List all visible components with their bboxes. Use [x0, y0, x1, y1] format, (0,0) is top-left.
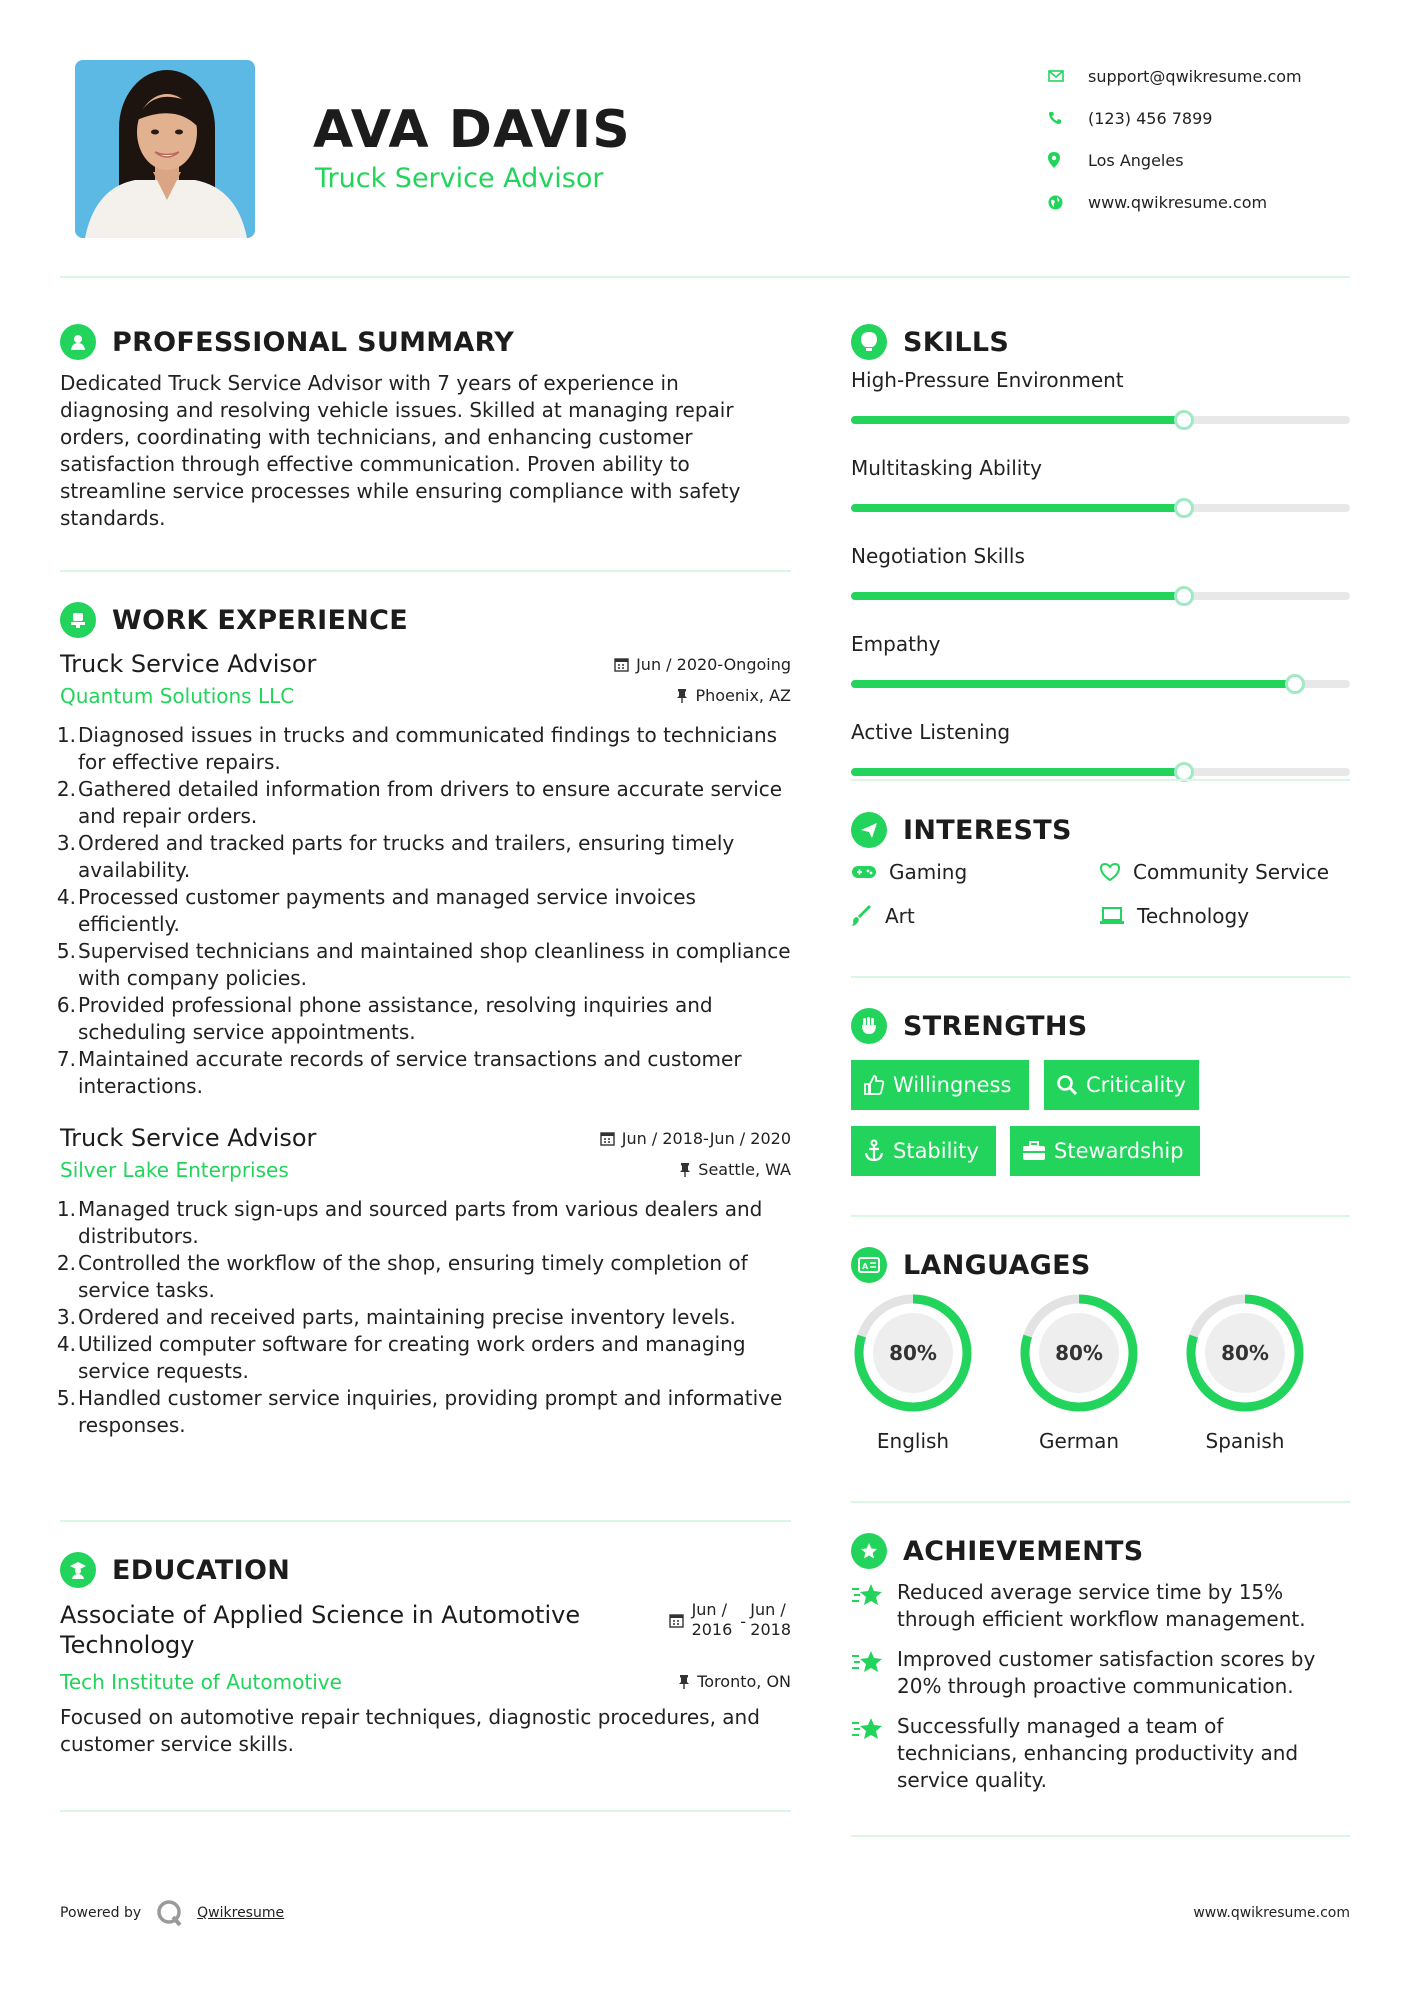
strength-chip-criticality: Criticality [1044, 1060, 1199, 1110]
contact-email[interactable] [1048, 55, 1302, 97]
pushpin-icon [676, 688, 688, 703]
paintbrush-icon [851, 905, 873, 927]
experience-divider [60, 1520, 791, 1522]
interest-technology: Technology [1099, 904, 1249, 928]
job-entry [56, 650, 791, 1100]
contact-phone-text: (123) 456 7899 [1088, 108, 1213, 128]
school-location: Toronto, ON [678, 1672, 791, 1691]
education-description: Focused on automotive repair techniques, diagnostic procedures, and customer service skills. [60, 1705, 760, 1756]
skills-heading [851, 324, 1350, 360]
skills-heading-text: SKILLS [903, 326, 1010, 358]
language-item [1017, 1291, 1141, 1453]
skill-bar-fill [851, 680, 1295, 688]
candidate-name: AVA DAVIS [313, 100, 631, 160]
achievements-heading-text: ACHIEVEMENTS [903, 1535, 1144, 1567]
star-badge-icon [851, 1533, 887, 1569]
summary-section [60, 324, 791, 532]
skills-divider [851, 779, 1350, 781]
job-role: Truck Service Advisor [60, 650, 317, 678]
education-heading [60, 1552, 791, 1588]
user-icon [60, 324, 96, 360]
strength-chip-stewardship: Stewardship [1010, 1126, 1200, 1176]
list-item: 5. Handled customer service inquiries, providing prompt and informative responses. [56, 1386, 783, 1437]
job-dates-text: Jun / 2020-Ongoing [636, 655, 791, 674]
language-name: German [1038, 1429, 1120, 1453]
interest-community-service: Community Service [1099, 860, 1329, 884]
search-icon [1056, 1074, 1078, 1096]
list-item: 1. Diagnosed issues in trucks and communicated findings to technicians for effective repairs. [56, 723, 778, 774]
list-item: 7. Maintained accurate records of service transactions and customer interactions. [56, 1047, 742, 1098]
envelope-icon [1048, 67, 1088, 85]
language-percent: 80% [1221, 1341, 1269, 1365]
footer-branding [60, 1898, 284, 1928]
summary-divider [60, 570, 791, 572]
skill-bar-fill [851, 592, 1184, 600]
strengths-heading-text: STRENGTHS [903, 1010, 1088, 1042]
language-percent: 80% [889, 1341, 937, 1365]
skill-name: Multitasking Ability [851, 456, 1042, 480]
company-name: Silver Lake Enterprises [60, 1158, 289, 1182]
job-dates-text: Jun / 2018-Jun / 2020 [621, 1129, 791, 1148]
interests-heading [851, 812, 1350, 848]
languages-divider [851, 1501, 1350, 1503]
candidate-title: Truck Service Advisor [315, 163, 604, 194]
interests-heading-text: INTERESTS [903, 814, 1072, 846]
brand-link[interactable]: Qwikresume [197, 1905, 285, 1921]
list-item: 5. Supervised technicians and maintained shop cleanliness in compliance with company policies. [56, 939, 791, 990]
list-item: 6. Provided professional phone assistance, resolving inquiries and scheduling service appointments. [56, 993, 713, 1044]
qwikresume-logo-icon [155, 1898, 185, 1928]
language-ring [1183, 1291, 1307, 1415]
skill-bar-knob [1285, 674, 1305, 694]
skill-bar [851, 416, 1350, 424]
skill-name: Negotiation Skills [851, 544, 1025, 568]
id-card-icon [851, 1247, 887, 1283]
rocket-star-icon [851, 1581, 885, 1609]
thumbs-up-icon [863, 1074, 885, 1096]
education-heading-text: EDUCATION [112, 1554, 291, 1586]
strengths-heading [851, 1008, 1350, 1044]
list-item: 2. Gathered detailed information from drivers to ensure accurate service and repair orders. [56, 777, 783, 828]
strength-chip-willingness: Willingness [851, 1060, 1029, 1110]
phone-icon [1048, 109, 1088, 127]
skill-bar-knob [1174, 498, 1194, 518]
list-item: 3. Ordered and tracked parts for trucks and trailers, ensuring timely availability. [56, 831, 735, 882]
achievement-item: Reduced average service time by 15% through efficient workflow management. [851, 1579, 1306, 1633]
language-percent: 80% [1055, 1341, 1103, 1365]
achievements-divider [851, 1835, 1350, 1837]
job-location-text: Phoenix, AZ [695, 686, 791, 705]
skill-item [851, 632, 1350, 688]
achievements-section [851, 1533, 1350, 1803]
laptop-icon [1099, 907, 1125, 925]
company-name: Quantum Solutions LLC [60, 684, 295, 708]
map-pin-icon [1048, 151, 1088, 169]
contact-website-text: www.qwikresume.com [1088, 192, 1268, 212]
skill-bar [851, 768, 1350, 776]
experience-heading [60, 602, 791, 638]
summary-heading [60, 324, 791, 360]
pushpin-icon [678, 1674, 690, 1689]
briefcase-person-icon [60, 602, 96, 638]
experience-section [56, 602, 791, 1439]
skills-list [851, 368, 1350, 776]
skill-item [851, 456, 1350, 512]
anchor-icon [863, 1139, 885, 1163]
duties-list [56, 1196, 791, 1439]
languages-heading-text: LANGUAGES [903, 1249, 1091, 1281]
job-location [679, 1160, 791, 1179]
job-location [676, 686, 791, 705]
summary-heading-text: PROFESSIONAL SUMMARY [112, 326, 515, 358]
skill-bar-fill [851, 768, 1184, 776]
calendar-icon [669, 1613, 684, 1628]
profile-photo [75, 60, 255, 238]
strength-chip-stability: Stability [851, 1126, 996, 1176]
language-item [1183, 1291, 1307, 1453]
skill-item [851, 720, 1350, 776]
list-item: 2. Controlled the workflow of the shop, ensuring timely completion of service tasks. [56, 1251, 748, 1302]
languages-heading [851, 1247, 1350, 1283]
language-item [851, 1291, 975, 1453]
skill-bar-fill [851, 504, 1184, 512]
rocket-star-icon [851, 1715, 885, 1743]
skill-bar [851, 592, 1350, 600]
powered-by-label: Powered by [60, 1905, 142, 1921]
contact-website[interactable] [1048, 181, 1302, 223]
paper-plane-icon [851, 812, 887, 848]
achievement-item: Successfully managed a team of technicians, enhancing productivity and service quality. [851, 1713, 1298, 1794]
graduate-icon [60, 1552, 96, 1588]
school-name: Tech Institute of Automotive [60, 1670, 342, 1694]
svg-text:A: A [862, 1262, 869, 1271]
job-role: Truck Service Advisor [60, 1124, 317, 1152]
fist-icon [851, 1008, 887, 1044]
list-item: 4. Utilized computer software for creating work orders and managing service requests. [56, 1332, 746, 1383]
list-item: 4. Processed customer payments and managed service invoices efficiently. [56, 885, 696, 936]
achievement-item: Improved customer satisfaction scores by 20% through proactive communication. [851, 1646, 1315, 1700]
lightbulb-icon [851, 324, 887, 360]
skills-section [851, 324, 1350, 808]
briefcase-icon [1022, 1141, 1046, 1161]
calendar-icon [600, 1131, 615, 1146]
heart-outline-icon [1099, 862, 1121, 882]
skill-bar-knob [1174, 410, 1194, 430]
interest-gaming: Gaming [851, 860, 967, 884]
contact-location [1048, 139, 1302, 181]
footer-url[interactable]: www.qwikresume.com [1193, 1905, 1350, 1921]
contact-location-text: Los Angeles [1088, 150, 1184, 170]
skill-name: Empathy [851, 632, 941, 656]
education-dates: Jun / 2016 - Jun / 2018 [669, 1600, 791, 1640]
list-item: 1. Managed truck sign-ups and sourced parts from various dealers and distributors. [56, 1197, 763, 1248]
education-section [60, 1552, 791, 1758]
skill-bar [851, 680, 1350, 688]
language-ring [1017, 1291, 1141, 1415]
job-location-text: Seattle, WA [698, 1160, 791, 1179]
job-dates [600, 1129, 791, 1148]
skill-bar-knob [1174, 586, 1194, 606]
summary-text: Dedicated Truck Service Advisor with 7 years of experience in diagnosing and resolving vehicle issues. Skilled at managing repair orders, coordinating with technicians, and enhancing customer satisfaction through effective communication. Proven ability to streamline service processes while ensuring compliance with safety standards. [60, 371, 741, 530]
skill-item [851, 544, 1350, 600]
interests-divider [851, 976, 1350, 978]
skill-name: Active Listening [851, 720, 1011, 744]
job-entry [56, 1124, 791, 1439]
degree-name: Associate of Applied Science in Automotive Technology [60, 1601, 581, 1659]
pushpin-icon [679, 1162, 691, 1177]
language-name: English [876, 1429, 950, 1453]
list-item: 3. Ordered and received parts, maintaining precise inventory levels. [56, 1305, 736, 1329]
experience-heading-text: WORK EXPERIENCE [112, 604, 408, 636]
strengths-section [851, 1008, 1350, 1178]
achievements-heading [851, 1533, 1350, 1569]
header-divider [60, 276, 1350, 278]
contact-email-text: support@qwikresume.com [1088, 66, 1302, 86]
skill-name: High-Pressure Environment [851, 368, 1124, 392]
contact-list [1048, 55, 1302, 223]
gamepad-icon [851, 864, 877, 880]
contact-phone[interactable] [1048, 97, 1302, 139]
calendar-icon [614, 657, 629, 672]
skill-item [851, 368, 1350, 424]
rocket-star-icon [851, 1648, 885, 1676]
education-divider [60, 1810, 791, 1812]
skill-bar-fill [851, 416, 1184, 424]
language-ring [851, 1291, 975, 1415]
job-dates [614, 655, 791, 674]
interests-section [851, 812, 1350, 932]
interest-art: Art [851, 904, 915, 928]
language-name: Spanish [1205, 1429, 1285, 1453]
skill-bar [851, 504, 1350, 512]
languages-section [851, 1247, 1350, 1467]
strengths-divider [851, 1215, 1350, 1217]
globe-icon [1048, 193, 1088, 211]
duties-list [56, 722, 791, 1100]
